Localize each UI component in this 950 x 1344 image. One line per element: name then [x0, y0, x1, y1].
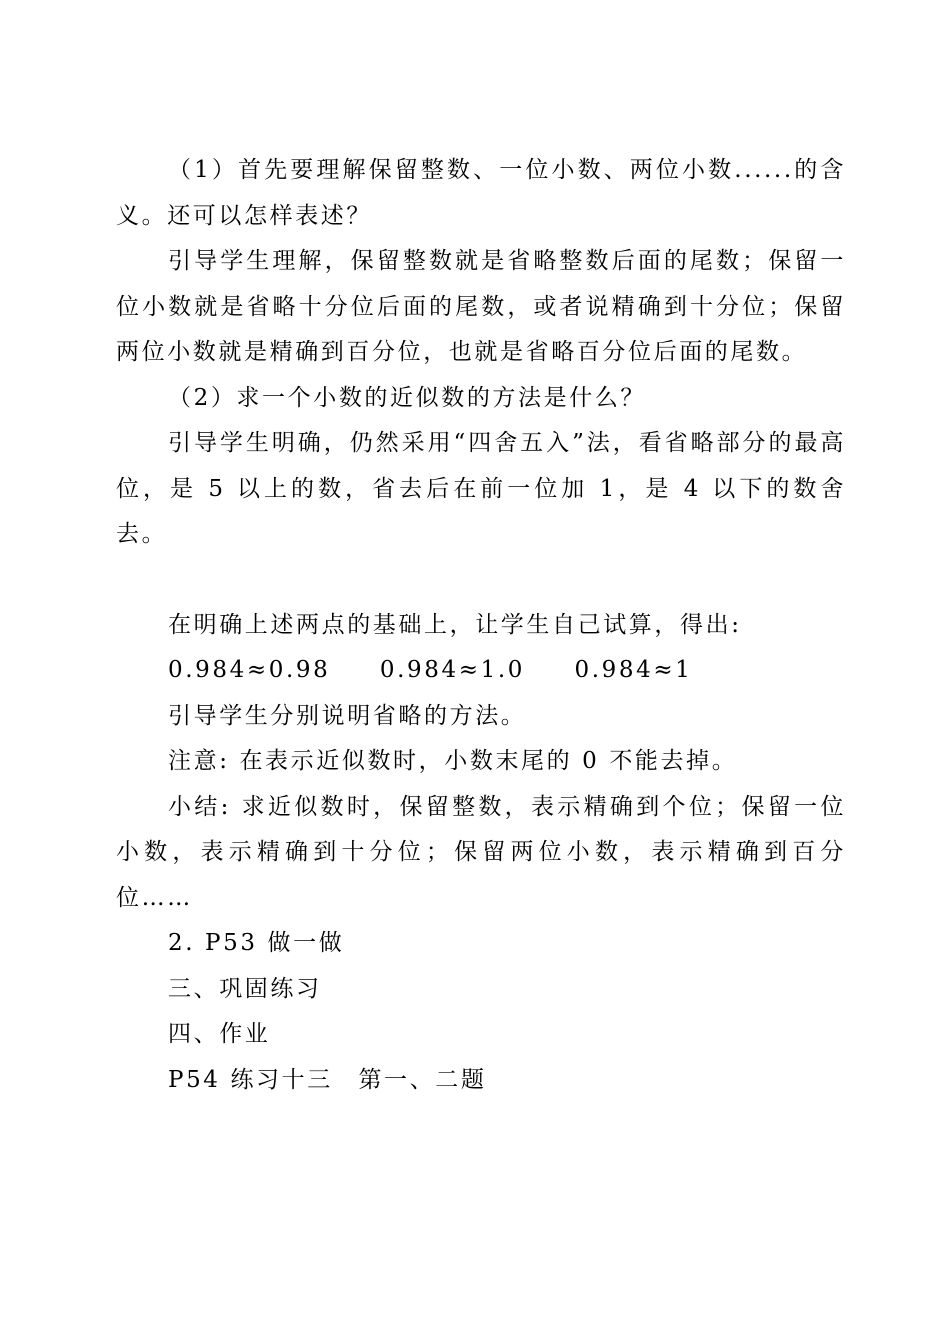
- guide-paragraph-2: 引导学生明确，仍然采用“四舍五入”法，看省略部分的最高位，是 5 以上的数，省去后在前一位加 1，是 4 以下的数舍去。: [116, 430, 846, 547]
- question-1: （1）首先要理解保留整数、一位小数、两位小数......的含义。还可以怎样表述？: [116, 157, 846, 229]
- summary-paragraph: 小结: 求近似数时，保留整数，表示精确到个位；保留一位小数，表示精确到十分位；保留两位小数，表示精确到百分位……: [116, 793, 846, 911]
- question-2: （2）求一个小数的近似数的方法是什么？: [168, 384, 647, 411]
- section-3-heading: 三、巩固练习: [168, 975, 322, 1002]
- explain-paragraph: 引导学生分别说明省略的方法。: [168, 702, 527, 729]
- approximation-examples: 0.984≈0.98 0.984≈1.0 0.984≈1: [168, 657, 693, 683]
- lesson-text: [116, 148, 846, 1103]
- section-4-heading: 四、作业: [168, 1021, 271, 1047]
- homework-line: P54 练习十三 第一、二题: [168, 1066, 487, 1093]
- guide-paragraph-1: 引导学生理解，保留整数就是省略整数后面的尾数；保留一位小数就是省略十分位后面的尾数，或者说精确到十分位；保留两位小数就是精确到百分位，也就是省略百分位后面的尾数。: [116, 248, 846, 365]
- paragraph-spacer: [116, 558, 846, 603]
- note-paragraph: 注意: 在表示近似数时，小数末尾的 0 不能去掉。: [168, 748, 738, 774]
- trial-paragraph: 在明确上述两点的基础上，让学生自己试算，得出:: [168, 611, 742, 638]
- item-2-heading: 2. P53 做一做: [168, 930, 345, 956]
